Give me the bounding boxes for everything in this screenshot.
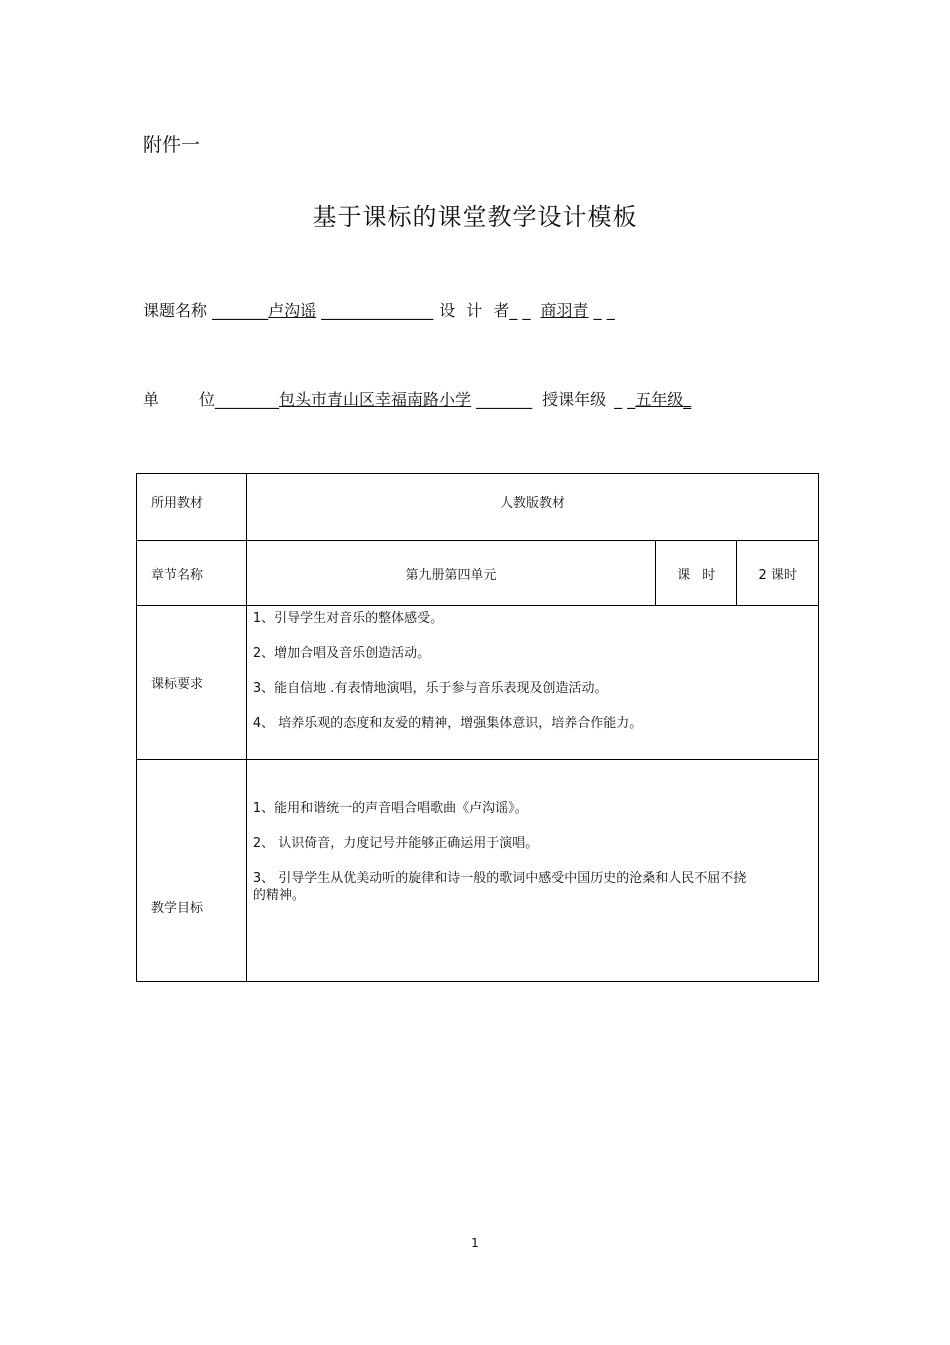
grade-label: 授课年级 (542, 390, 607, 409)
topic-value: 卢沟谣 (268, 301, 317, 320)
chapter-row (137, 541, 819, 606)
designer-blank-post: _ _ (588, 301, 615, 320)
goal-item: 3、 引导学生从优美动听的旋律和诗一般的歌词中感受中国历史的沧桑和人民不屈不挠的精神。 (252, 871, 747, 903)
standard-item: 2、增加合唱及音乐创造活动。 (252, 646, 431, 661)
unit-blank-post: _______ (471, 390, 533, 409)
standard-item: 4、 培养乐观的态度和友爱的精神，增强集体意识，培养合作能力。 (252, 716, 643, 731)
standards-row (137, 606, 819, 760)
chapter-value: 第九册第四单元 (246, 541, 655, 606)
lesson-table (136, 473, 819, 982)
page-number: 1 (471, 1236, 479, 1250)
standards-cell (246, 606, 818, 760)
document-title: 基于课标的课堂教学设计模板 (312, 203, 638, 231)
textbook-value: 人教版教材 (246, 474, 818, 541)
goals-row (137, 760, 819, 982)
unit-line (143, 387, 691, 410)
topic-line (143, 298, 615, 321)
attachment-label: 附件一 (143, 134, 201, 156)
period-value: 2 课时 (737, 541, 819, 606)
topic-blank-post: ______________ (316, 301, 434, 320)
goals-cell (246, 760, 818, 982)
textbook-label: 所用教材 (137, 474, 247, 541)
topic-blank-pre: _______ (207, 301, 269, 320)
unit-label-a: 单 (143, 390, 160, 409)
period-label: 课 时 (656, 541, 737, 606)
standard-item: 3、能自信地 .有表情地演唱，乐于参与音乐表现及创造活动。 (252, 681, 608, 696)
designer-label: 设 计 者 (439, 301, 510, 320)
designer-blank-pre: _ _ (509, 301, 531, 320)
goal-item: 2、 认识倚音，力度记号并能够正确运用于演唱。 (252, 836, 539, 851)
grade-blank-pre: _ _ (614, 390, 636, 409)
standards-label: 课标要求 (137, 606, 247, 760)
designer-value: 商羽青 (540, 301, 589, 320)
grade-value: 五年级 (635, 390, 684, 409)
unit-blank-pre: ________ (215, 390, 280, 409)
chapter-label: 章节名称 (137, 541, 247, 606)
topic-label: 课题名称 (143, 301, 208, 320)
grade-blank-post: _ (683, 390, 692, 409)
standard-item: 1、引导学生对音乐的整体感受。 (252, 611, 444, 626)
goals-label: 教学目标 (137, 760, 247, 982)
goal-item: 1、能用和谐统一的声音唱合唱歌曲《卢沟谣》。 (252, 801, 528, 816)
unit-value: 包头市青山区幸福南路小学 (279, 390, 472, 409)
unit-label-b: 位 (199, 390, 216, 409)
textbook-row (137, 474, 819, 541)
